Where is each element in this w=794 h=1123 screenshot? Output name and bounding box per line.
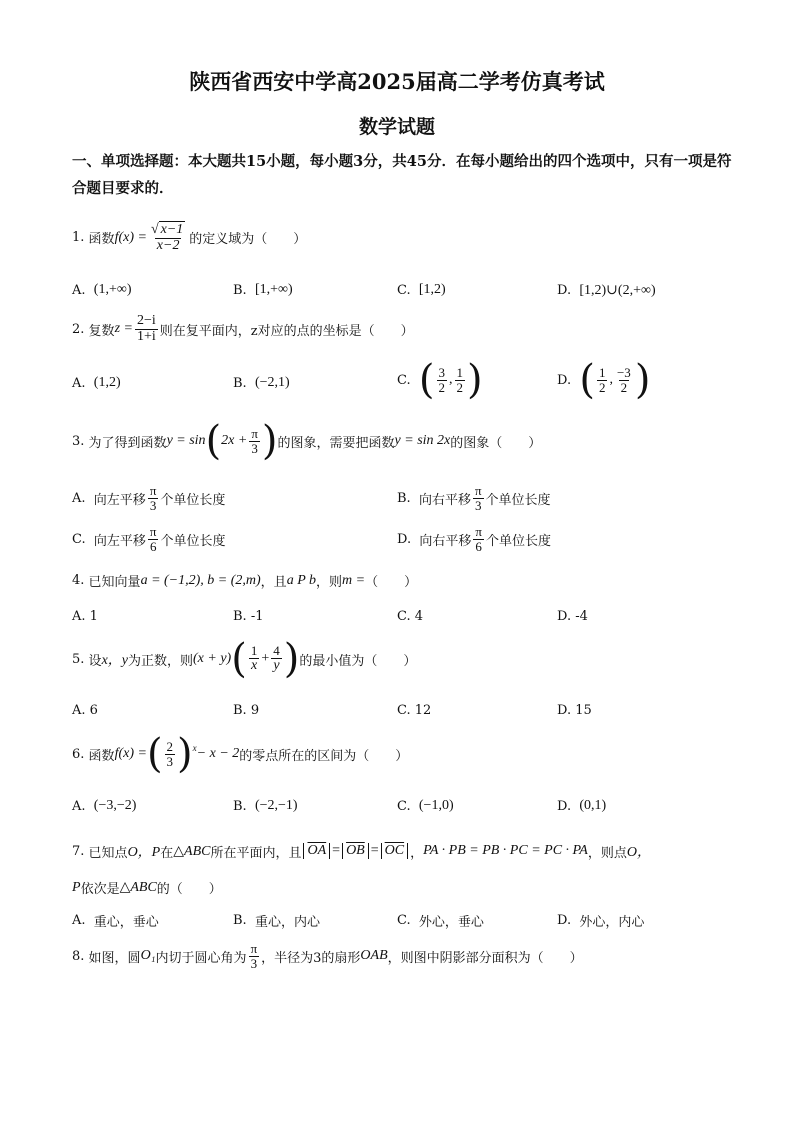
q2-numerator: 2−i (136, 313, 156, 328)
q6-number: 6. (72, 746, 85, 762)
q1-option-b-text: [1,+∞) (254, 282, 293, 297)
q3-pre: 为了得到函数 (88, 435, 167, 451)
question-2 (72, 314, 414, 344)
q8-sector: OAB (360, 948, 388, 964)
q5-mid: 为正数，则 (128, 653, 194, 669)
q3-frac-num: π (251, 425, 258, 441)
q4-option-a (72, 609, 98, 624)
question-7: 7. 已知点 O，P 在 △ABC 所在平面内，且 $\overline{OA}$ = $\overline{OB}$ = $\overline{OC}$ ， PA · PB = PB · PC = PC · PA ，则点 O， (72, 843, 651, 861)
q8-number: 8. (72, 948, 85, 964)
q4-mid: ，且 (260, 575, 287, 590)
q6-option-a (72, 798, 136, 814)
q1-option-c-label: C. (397, 282, 411, 298)
q7-points: O，P (127, 845, 161, 860)
exam-title: 陕西省西安中学高2025届高二学考仿真考试 (189, 69, 605, 94)
q5-option-b-text: 9 (250, 703, 260, 718)
q3-expr1: y = sin (166, 433, 206, 448)
q8-circle: O₁ (140, 948, 156, 964)
q7-vector-oa: $\overline{OA}$ (303, 843, 330, 859)
q4-m: m = (342, 572, 366, 588)
q6-option-c-label: C. (397, 798, 411, 814)
q2-denominator: 1+i (136, 328, 156, 344)
q3-option-b-label: B. (397, 490, 411, 506)
q2-var: z = (114, 321, 133, 337)
q3-option-b-post: 个单位长度 (485, 492, 551, 508)
q7-line2-mid: 依次是 (80, 882, 120, 897)
q6-option-a-label: A. (72, 798, 86, 814)
q1-fraction: $\frac{√ x-1}{x-2}$ (150, 222, 184, 253)
q3-option-c-frac-den: 6 (149, 538, 157, 554)
q4-option-d-text: -4 (575, 609, 588, 624)
q7-vector-ob: $\overline{OB}$ (342, 843, 369, 859)
q3-option-c-post: 个单位长度 (160, 533, 226, 549)
q7-number: 7. (72, 843, 85, 859)
q2-option-b (233, 375, 290, 391)
q1-option-b-label: B. (233, 282, 247, 298)
q1-option-b (233, 282, 293, 298)
q7-option-b-text: 重心，内心 (254, 915, 320, 930)
q7-vector-oc: $\overline{OC}$ (381, 843, 408, 859)
q5-option-b (233, 703, 259, 718)
q3-option-b-pre: 向右平移 (418, 492, 471, 508)
q6-option-d-text: (0,1) (579, 798, 607, 813)
q6-option-b (233, 798, 298, 814)
q2-c-frac1-den: 2 (438, 379, 445, 395)
q3-post: 的图象（ ） (450, 435, 542, 451)
q5-option-c-text: 12 (414, 703, 432, 718)
q1-option-a (72, 282, 132, 298)
q3-option-a (72, 484, 225, 512)
q2-option-a-text: (1,2) (93, 375, 121, 390)
question-1 (72, 222, 306, 253)
q2-d-frac2-den: 2 (620, 379, 628, 395)
q4-option-c-text: 4 (414, 609, 424, 624)
q5-option-c-label: C. (397, 703, 411, 718)
q1-option-c (397, 282, 446, 298)
q1-option-c-text: [1,2) (418, 282, 446, 297)
q5-frac1-num: 1 (250, 643, 258, 659)
q4-option-b (233, 609, 264, 624)
question-8 (72, 942, 583, 970)
q3-option-a-label: A. (72, 490, 86, 506)
q3-option-d (397, 525, 551, 553)
q6-option-b-label: B. (233, 798, 247, 814)
q4-post: （ ） (365, 575, 418, 590)
q6-frac-num: 2 (166, 738, 174, 754)
q2-d-frac1-num: 1 (598, 364, 606, 380)
q2-option-c: C. ( $\frac{3}{2}$ , $\frac{1}{2}$ ) (397, 357, 483, 403)
q5-vars: x，y (101, 653, 128, 668)
q7-dot-expr: PA · PB = PB · PC = PC · PA (423, 843, 588, 858)
q2-d-frac1-den: 2 (598, 379, 606, 395)
q7-equals-2: = (370, 843, 379, 858)
question-5: 5. 设 x，y 为正数，则 (x + y) ( $\frac{1}{x}$ + $\frac{4}{y}$ ) 的最小值为（ ） (72, 636, 417, 682)
q2-number: 2. (72, 321, 85, 337)
q7-option-d-text: 外心，内心 (579, 915, 645, 930)
q8-frac-num: π (250, 941, 258, 956)
q1-pre: 函数 (88, 232, 115, 248)
q2-c-frac2-den: 2 (456, 379, 463, 395)
q3-option-c-label: C. (72, 531, 86, 547)
q8-mid2: ，半径为3的扇形 (261, 950, 361, 966)
q5-frac2-num: 4 (273, 643, 280, 659)
q2-option-a (72, 375, 121, 391)
q5-number: 5. (72, 651, 85, 667)
question-3: 3. 为了得到函数 y = sin ( 2x + $\frac{\pi}{3}$ ) 的图象，需要把函数 y = sin 2x 的图象（ ） (72, 418, 542, 464)
q7-post: ，则点 (587, 845, 627, 861)
q1-denominator: x−2 (156, 237, 180, 253)
q5-expr: (x + y) (193, 651, 232, 666)
q7-option-b (233, 911, 320, 930)
q3-option-b (397, 484, 551, 512)
q8-pre: 如图，圆 (88, 950, 141, 966)
q3-option-a-frac-den: 3 (149, 497, 157, 513)
q4-option-c (397, 609, 423, 624)
q3-option-c-pre: 向左平移 (93, 533, 146, 549)
q4-vectors: a = (−1,2), b = (2,m) (140, 572, 261, 588)
q7-option-c-text: 外心，垂心 (418, 915, 484, 930)
q6-func: f(x) = (114, 746, 147, 761)
q6-rest: − x − 2 (196, 746, 240, 761)
q3-number: 3. (72, 433, 85, 449)
question-7-line2 (72, 878, 222, 897)
q3-option-a-frac-num: π (149, 483, 157, 498)
q6-option-d-label: D. (557, 798, 572, 814)
q3-option-d-post: 个单位长度 (485, 533, 551, 549)
q7-in: 在 (160, 845, 174, 861)
q6-option-c-text: (−1,0) (418, 798, 454, 813)
exam-subtitle: 数学试题 (358, 116, 435, 138)
q7-line2-triangle: △ABC (119, 880, 157, 895)
q2-option-b-label: B. (233, 375, 247, 391)
q4-number: 4. (72, 573, 85, 588)
q5-frac1-den: x (250, 657, 258, 673)
q5-option-c (397, 703, 431, 718)
q7-pre: 已知点 (88, 845, 128, 861)
q4-option-a-label: A. (72, 609, 86, 624)
q2-c-frac1-num: 3 (438, 364, 445, 380)
q3-option-b-frac-den: 3 (475, 497, 482, 513)
q2-option-b-text: (−2,1) (254, 375, 290, 390)
q2-option-c-label: C. (397, 372, 411, 388)
q8-frac-den: 3 (250, 955, 258, 971)
section-1-instructions: 一、单项选择题：本大题共15小题，每小题3分，共45分．在每小题给出的四个选项中，只有一项是符合题目要求的． (72, 153, 732, 197)
q2-pre: 复数 (88, 323, 115, 339)
q6-option-a-text: (−3,−2) (93, 798, 137, 813)
q6-pre: 函数 (88, 748, 115, 764)
q4-option-d (557, 609, 588, 624)
q3-option-b-frac-num: π (474, 483, 482, 498)
q6-option-c (397, 798, 454, 814)
q5-pre: 设 (88, 653, 102, 669)
q6-option-b-text: (−2,−1) (254, 798, 298, 813)
q3-option-d-frac-den: 6 (475, 538, 482, 554)
q2-post: 则在复平面内，z对应的点的坐标是（ ） (159, 323, 414, 339)
q3-expr2: y = sin 2x (394, 433, 451, 448)
q5-plus: + (261, 651, 270, 666)
q3-option-a-pre: 向左平移 (93, 492, 146, 508)
q7-option-a (72, 911, 159, 930)
q4-option-b-label: B. (233, 609, 247, 624)
question-6: 6. 函数 f(x) = ( $\frac{2}{3}$ ) x − x − 2 的零点所在的区间为（ ） (72, 731, 409, 777)
q7-option-d (557, 911, 644, 930)
q5-option-d-label: D. (557, 703, 572, 718)
question-4 (72, 571, 417, 590)
q7-triangle: △ABC (173, 843, 211, 859)
q7-o-end: O， (626, 845, 651, 860)
q7-line2-p: P (72, 879, 81, 895)
q3-option-a-post: 个单位长度 (160, 492, 226, 508)
q6-post: 的零点所在的区间为（ ） (239, 748, 409, 764)
q3-option-d-frac-num: π (475, 524, 482, 539)
q5-option-b-label: B. (233, 703, 247, 718)
q1-option-d (557, 282, 656, 299)
q3-option-c-frac-num: π (149, 524, 157, 539)
q1-option-d-label: D. (557, 283, 572, 298)
q7-mid: 所在平面内，且 (210, 845, 302, 861)
q2-option-a-label: A. (72, 375, 86, 391)
q5-frac2-den: y (273, 657, 280, 673)
q6-option-d (557, 798, 606, 814)
q4-option-a-text: 1 (89, 609, 98, 624)
q7-option-a-text: 重心，垂心 (93, 915, 159, 930)
q4-option-b-text: -1 (250, 609, 264, 624)
q7-option-d-label: D. (557, 913, 572, 928)
q1-numerator: x−1 (160, 222, 184, 237)
q5-option-a-label: A. (72, 703, 86, 718)
q7-line2-post: 的（ ） (156, 882, 222, 897)
q1-post: 的定义域为（ ） (189, 232, 307, 248)
q3-option-d-label: D. (397, 531, 412, 547)
q6-frac-den: 3 (166, 753, 174, 769)
q4-option-c-label: C. (397, 609, 411, 624)
q1-func: f(x) = (114, 229, 147, 245)
q1-number: 1. (72, 230, 85, 246)
q1-option-a-label: A. (72, 282, 86, 298)
q8-mid: 内切于圆心角为 (155, 950, 247, 966)
q3-mid: 的图象，需要把函数 (277, 435, 395, 451)
q2-option-d: D. ( $\frac{1}{2}$ , $\frac{-3}{2}$ ) (557, 357, 651, 403)
q4-option-d-label: D. (557, 609, 572, 624)
q2-c-frac2-num: 1 (456, 364, 463, 380)
q4-pre: 已知向量 (88, 575, 141, 590)
q3-frac-den: 3 (251, 440, 258, 456)
q3-option-c (72, 525, 226, 553)
q1-option-a-text: (1,+∞) (93, 282, 132, 297)
q7-option-c-label: C. (397, 913, 411, 928)
q7-option-a-label: A. (72, 913, 86, 928)
q4-parallel: a P b (286, 572, 316, 588)
q8-post: ，则图中阴影部分面积为（ ） (387, 950, 583, 966)
q2-d-frac2-num: −3 (616, 364, 631, 380)
q7-option-b-label: B. (233, 913, 247, 928)
q5-post: 的最小值为（ ） (299, 653, 417, 669)
q7-option-c (397, 911, 484, 930)
q3-option-d-pre: 向右平移 (419, 533, 472, 549)
q1-option-d-text: [1,2)∪(2,+∞) (579, 283, 656, 298)
q2-fraction (135, 314, 158, 344)
q5-option-d (557, 703, 592, 718)
q3-inner: 2x + (221, 433, 248, 448)
q5-option-a-text: 6 (89, 703, 98, 718)
q5-option-a (72, 703, 98, 718)
q5-option-d-text: 15 (575, 703, 592, 718)
q4-post1: ，则 (316, 575, 343, 590)
q7-equals-1: = (332, 843, 341, 858)
q2-option-d-label: D. (557, 372, 572, 388)
q6-exponent: x (192, 743, 197, 753)
